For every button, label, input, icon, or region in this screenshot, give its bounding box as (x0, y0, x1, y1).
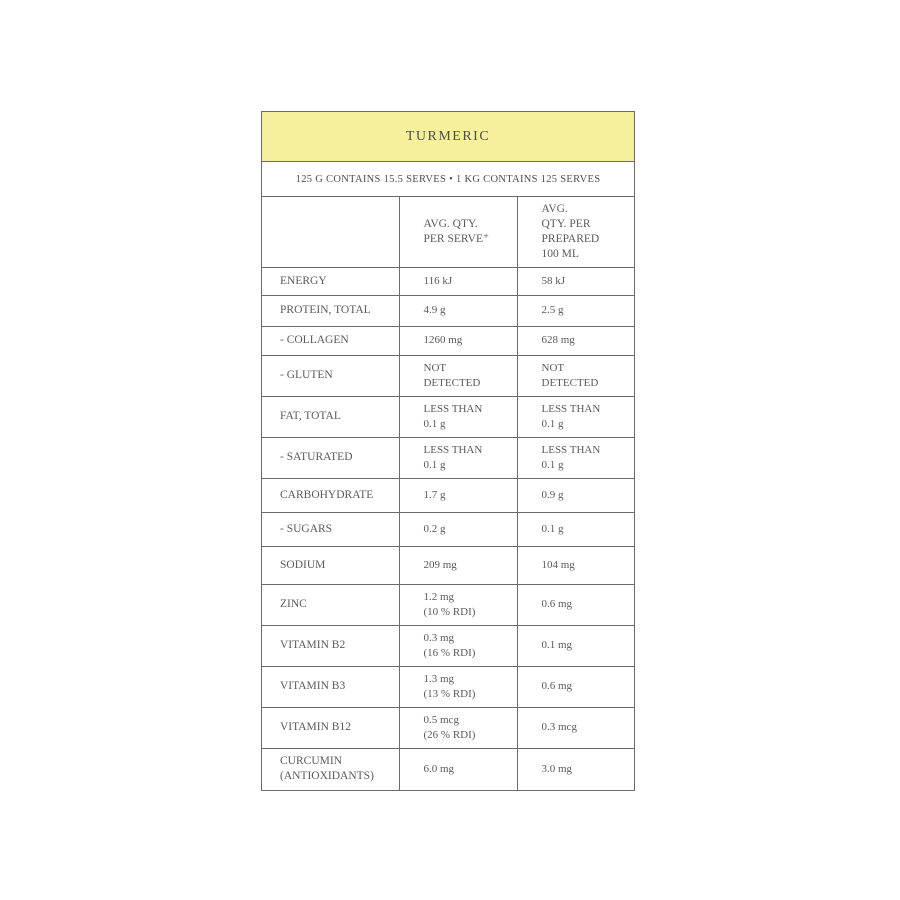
per-serve-value-line: 0.1 g (423, 417, 446, 430)
per-serve-value-line: 209 mg (423, 558, 457, 571)
per-100ml-value-line: 0.1 g (541, 417, 564, 430)
per-serve-value-line: (26 % RDI) (423, 728, 476, 741)
table-row (262, 295, 634, 326)
table-row (262, 748, 634, 790)
per-serve-value (399, 326, 517, 355)
table-row (262, 584, 634, 625)
table-row (262, 666, 634, 707)
per-100ml-value-line: 0.6 mg (541, 680, 573, 692)
nutrient-label-line: FAT, TOTAL (280, 410, 341, 422)
nutrient-label (262, 295, 399, 326)
nutrient-label-line: - SATURATED (280, 451, 353, 463)
per-serve-value (399, 437, 517, 478)
per-serve-value-line: DETECTED (423, 376, 481, 389)
nutrient-label (262, 512, 399, 546)
table-header-row (262, 197, 634, 267)
per-serve-value (399, 512, 517, 546)
header-per-100ml-line: AVG. (541, 202, 568, 215)
nutrient-label (262, 355, 399, 396)
per-100ml-value-line: 0.6 mg (541, 598, 573, 610)
per-serve-value-line: (16 % RDI) (423, 646, 476, 659)
per-100ml-value-line: 628 mg (541, 334, 575, 346)
nutrient-label (262, 267, 399, 295)
per-serve-value (399, 295, 517, 326)
nutrition-panel (261, 111, 635, 791)
per-serve-value (399, 666, 517, 707)
per-serve-value-line: 116 kJ (423, 274, 453, 287)
nutrient-label (262, 546, 399, 584)
per-serve-value-line: 4.9 g (423, 304, 446, 316)
nutrient-label-line: (ANTIOXIDANTS) (280, 770, 374, 783)
nutrient-label-line: SODIUM (280, 558, 326, 571)
nutrient-label (262, 748, 399, 790)
per-serve-value-line: 0.3 mg (423, 631, 455, 644)
nutrient-label (262, 625, 399, 666)
nutrient-label (262, 666, 399, 707)
per-100ml-value-line: LESS THAN (541, 402, 601, 415)
per-serve-value-line: LESS THAN (423, 443, 483, 456)
per-100ml-value (517, 512, 634, 546)
per-serve-value-line: 0.2 g (423, 522, 446, 535)
nutrient-label-line: - COLLAGEN (280, 334, 349, 346)
per-100ml-value (517, 437, 634, 478)
per-serve-value-line: NOT (423, 361, 447, 374)
per-100ml-value (517, 546, 634, 584)
per-100ml-value-line: 104 mg (541, 558, 575, 571)
table-row (262, 396, 634, 437)
per-100ml-value (517, 396, 634, 437)
per-serve-value-line: (10 % RDI) (423, 605, 476, 618)
header-per-100ml-line: 100 ML (541, 247, 579, 260)
nutrition-table-body (262, 197, 634, 790)
per-100ml-value-line: 0.1 mg (541, 639, 573, 651)
nutrient-label-line: CARBOHYDRATE (280, 488, 374, 501)
table-row (262, 437, 634, 478)
per-serve-value-line: 1.3 mg (423, 672, 455, 685)
per-100ml-value (517, 666, 634, 707)
table-row (262, 546, 634, 584)
per-serve-value (399, 584, 517, 625)
table-row (262, 267, 634, 295)
per-100ml-value (517, 707, 634, 748)
per-serve-value (399, 546, 517, 584)
table-row (262, 326, 634, 355)
per-100ml-value (517, 326, 634, 355)
per-serve-value-line: 6.0 mg (423, 762, 455, 775)
per-100ml-value (517, 748, 634, 790)
nutrition-table (262, 197, 634, 790)
per-serve-value-line: (13 % RDI) (423, 687, 476, 700)
nutrient-label-line: VITAMIN B2 (280, 639, 346, 651)
per-serve-value (399, 396, 517, 437)
nutrient-label-line: CURCUMIN (280, 755, 342, 768)
per-serve-value (399, 748, 517, 790)
header-per-serve-line: AVG. QTY. (423, 217, 478, 230)
per-serve-value (399, 625, 517, 666)
per-100ml-value-line: 2.5 g (541, 304, 564, 316)
nutrient-label (262, 584, 399, 625)
per-100ml-value (517, 267, 634, 295)
per-100ml-value (517, 478, 634, 512)
nutrient-label (262, 396, 399, 437)
per-serve-value (399, 355, 517, 396)
per-100ml-value (517, 625, 634, 666)
per-100ml-value-line: NOT (541, 361, 565, 374)
per-100ml-value-line: 58 kJ (541, 274, 566, 287)
per-100ml-value-line: 0.9 g (541, 488, 564, 501)
per-serve-value-line: 1.7 g (423, 488, 446, 501)
table-row (262, 512, 634, 546)
table-row (262, 355, 634, 396)
per-serve-value-line: 1260 mg (423, 334, 463, 346)
header-nutrient (262, 197, 399, 267)
per-serve-value-line: 0.1 g (423, 458, 446, 471)
header-per-100ml (517, 197, 634, 267)
per-100ml-value-line: 0.1 g (541, 458, 564, 471)
nutrient-label (262, 707, 399, 748)
nutrient-label-line: - GLUTEN (280, 369, 333, 381)
nutrient-label (262, 478, 399, 512)
per-100ml-value-line: LESS THAN (541, 443, 601, 456)
table-row (262, 625, 634, 666)
nutrient-label-line: ZINC (280, 598, 307, 610)
nutrient-label-line: VITAMIN B3 (280, 680, 346, 692)
nutrient-label (262, 437, 399, 478)
nutrient-label (262, 326, 399, 355)
nutrient-label-line: ENERGY (280, 274, 327, 287)
table-row (262, 478, 634, 512)
per-100ml-value-line: 0.1 g (541, 522, 564, 535)
per-serve-value-line: 0.5 mcg (423, 713, 459, 726)
nutrient-label-line: - SUGARS (280, 522, 333, 535)
nutrient-label-line: PROTEIN, TOTAL (280, 304, 371, 316)
header-per-100ml-line: QTY. PER (541, 217, 591, 230)
per-serve-value-line: LESS THAN (423, 402, 483, 415)
header-per-100ml-line: PREPARED (541, 232, 600, 245)
product-title: TURMERIC (262, 112, 634, 162)
per-100ml-value (517, 355, 634, 396)
per-serve-value (399, 478, 517, 512)
per-100ml-value (517, 584, 634, 625)
per-100ml-value-line: DETECTED (541, 376, 599, 389)
per-serve-value-line: 1.2 mg (423, 590, 455, 603)
per-serve-value (399, 267, 517, 295)
per-100ml-value-line: 3.0 mg (541, 762, 573, 775)
per-serve-value (399, 707, 517, 748)
nutrient-label-line: VITAMIN B12 (280, 721, 351, 733)
header-per-serve-line: PER SERVE⁺ (423, 232, 490, 245)
serves-info: 125 G CONTAINS 15.5 SERVES • 1 KG CONTAINS 125 SERVES (262, 162, 634, 197)
table-row (262, 707, 634, 748)
per-100ml-value (517, 295, 634, 326)
header-per-serve (399, 197, 517, 267)
per-100ml-value-line: 0.3 mcg (541, 721, 577, 733)
